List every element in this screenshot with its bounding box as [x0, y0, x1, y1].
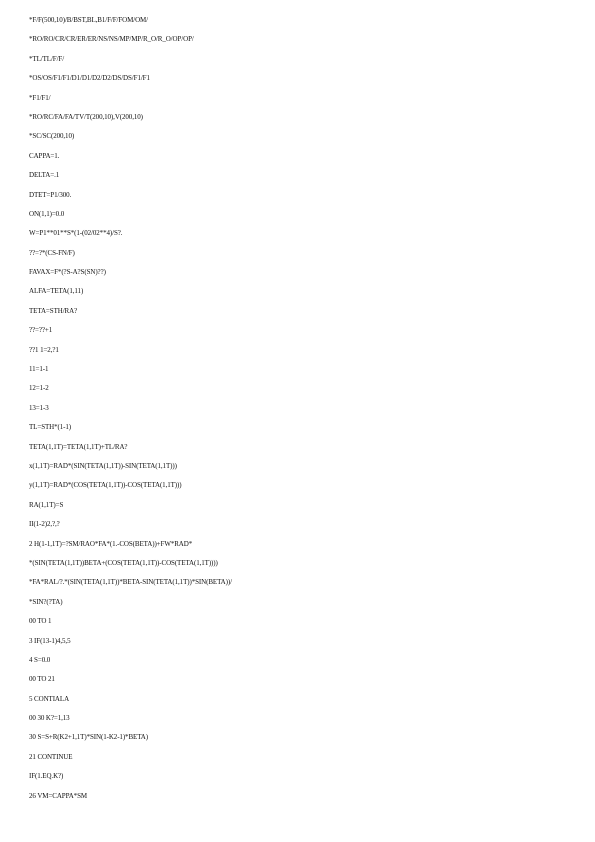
- code-line: DTET=P1/300.: [29, 190, 72, 199]
- code-line: 5 CONTIALA: [29, 694, 70, 703]
- code-line: 13=1-3: [29, 403, 49, 412]
- code-line: 00 TO 1: [29, 617, 52, 626]
- code-line: *F/F(500,10)/B/BST,BL,B1/F/F/FOM/OM/: [29, 16, 148, 24]
- code-line: 30 S=S+R(K2+1,1T)*SIN(1-K2-1)*BETA): [29, 733, 148, 742]
- code-line: TL=STH*(1-1): [29, 423, 72, 432]
- code-line: TETA=STH/RA?: [29, 306, 78, 315]
- code-line: ALFA=TETA(1,11): [29, 287, 84, 296]
- code-line: 21 CONTINUE: [29, 752, 73, 761]
- code-line: *FA*RAL/?.*(SIN(TETA(1,1T))*BETA-SIN(TETA(1,1T))*SIN(BETA))/: [29, 578, 232, 587]
- code-line: ON(1,1)=0.0: [29, 209, 65, 218]
- code-line: II(1-2)2,?,?: [29, 520, 60, 529]
- code-line: IF(1.EQ.K?): [29, 772, 64, 781]
- code-line: ??=??+1: [29, 326, 53, 335]
- code-line: x(1,1T)=RAD*(SIN(TETA(1,1T))-SIN(TETA(1,1T))): [29, 461, 177, 470]
- code-line: 00 30 K?=1,13: [29, 714, 70, 723]
- code-line: 12=1-2: [29, 384, 49, 393]
- code-line: 3 IF(13-1)4,5,5: [29, 636, 71, 645]
- code-line: ??=?*(CS-FN/F): [29, 248, 75, 257]
- code-line: y(1,1T)=RAD*(COS(TETA(1,1T))-COS(TETA(1,1T))): [29, 481, 182, 490]
- code-line: 26 VM=CAPPA*SM: [29, 791, 87, 800]
- code-listing: [29, 16, 569, 811]
- code-line: *RO/RC/FA/FA/TV/T(200,10),V(200,10): [29, 112, 143, 121]
- code-line: *TL/TL/F/F/: [29, 54, 65, 63]
- code-line: *(SIN(TETA(1,1T))BETA+(COS(TETA(1,1T))-COS(TETA(1,1T)))): [29, 558, 218, 567]
- code-line: W=P1**01**S*(1-(02/02**4)/S?.: [29, 229, 123, 238]
- code-line: *SC/SC(200,10): [29, 132, 75, 141]
- code-line: 11=1-1: [29, 365, 49, 374]
- code-line: *OS/OS/F1/F1/D1/D1/D2/D2/DS/DS/F1/F1: [29, 74, 150, 83]
- code-line: 2 H(1-1,1T)=?SM/RAO*FA*(1.-COS(BETA))+FW*RAD*: [29, 539, 193, 548]
- code-line: *SIN?(?TA): [29, 597, 63, 606]
- code-line: *RO/RO/CR/CR/ER/ER/NS/NS/MP/MP/R_O/R_O/OP/OP/: [29, 35, 194, 44]
- code-line: ??1 1=2,?1: [29, 345, 59, 354]
- code-line: CAPPA=1.: [29, 151, 60, 160]
- code-line: FAVAX=F*(?S-A?S(SN)??): [29, 268, 106, 277]
- code-line: *F1/F1/: [29, 93, 51, 102]
- code-line: 00 TO 21: [29, 675, 55, 684]
- code-line: RA(1,1T)=S: [29, 500, 64, 509]
- code-line: TETA(1,1T)=TETA(1,1T)+TL/RA?: [29, 442, 128, 451]
- code-line: 4 S=0.0: [29, 655, 51, 664]
- code-line: DELTA=.1: [29, 171, 60, 180]
